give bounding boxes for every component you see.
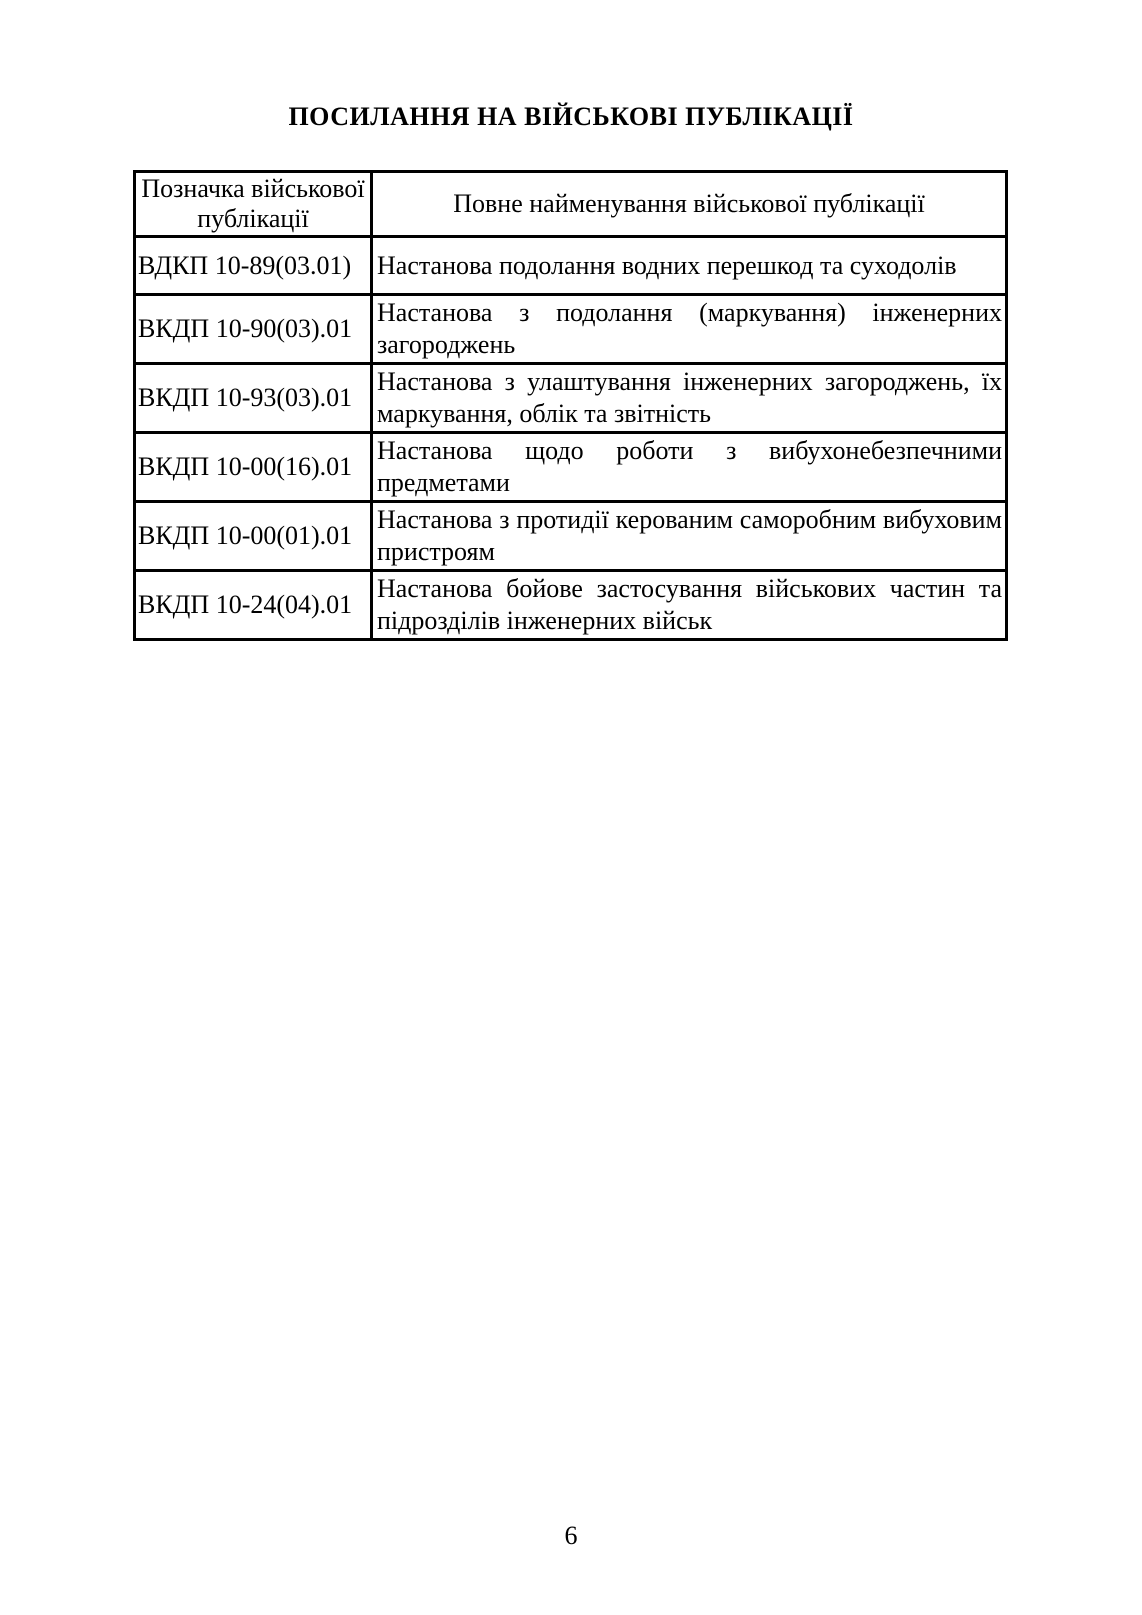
table-row (135, 433, 1007, 502)
publication-name: Настанова бойове застосування військових частин та підрозділів інженерних військ (372, 571, 1007, 640)
table-row (135, 502, 1007, 571)
publication-name: Настанова з улаштування інженерних загороджень, їх маркування, облік та звітність (372, 364, 1007, 433)
header-full-name: Повне найменування військової публікації (372, 172, 1007, 237)
table-header-row (135, 172, 1007, 237)
publication-designation: ВКДП 10-00(16).01 (135, 433, 372, 502)
table-row (135, 571, 1007, 640)
publication-designation: ВКДП 10-90(03).01 (135, 295, 372, 364)
publication-name: Настанова подолання водних перешкод та суходолів (372, 237, 1007, 295)
table-row (135, 237, 1007, 295)
publications-table (133, 170, 1008, 641)
header-designation: Позначка військової публікації (135, 172, 372, 237)
page-title: ПОСИЛАННЯ НА ВІЙСЬКОВІ ПУБЛІКАЦІЇ (288, 102, 854, 131)
publication-designation: ВКДП 10-24(04).01 (135, 571, 372, 640)
publication-name: Настанова з подолання (маркування) інженерних загороджень (372, 295, 1007, 364)
publication-name: Настанова щодо роботи з вибухонебезпечними предметами (372, 433, 1007, 502)
publication-name: Настанова з протидії керованим саморобним вибуховим пристроям (372, 502, 1007, 571)
page-number: 6 (564, 1521, 578, 1550)
table-row (135, 295, 1007, 364)
table-row (135, 364, 1007, 433)
publication-designation: ВДКП 10-89(03.01) (135, 237, 372, 295)
publication-designation: ВКДП 10-00(01).01 (135, 502, 372, 571)
publication-designation: ВКДП 10-93(03).01 (135, 364, 372, 433)
